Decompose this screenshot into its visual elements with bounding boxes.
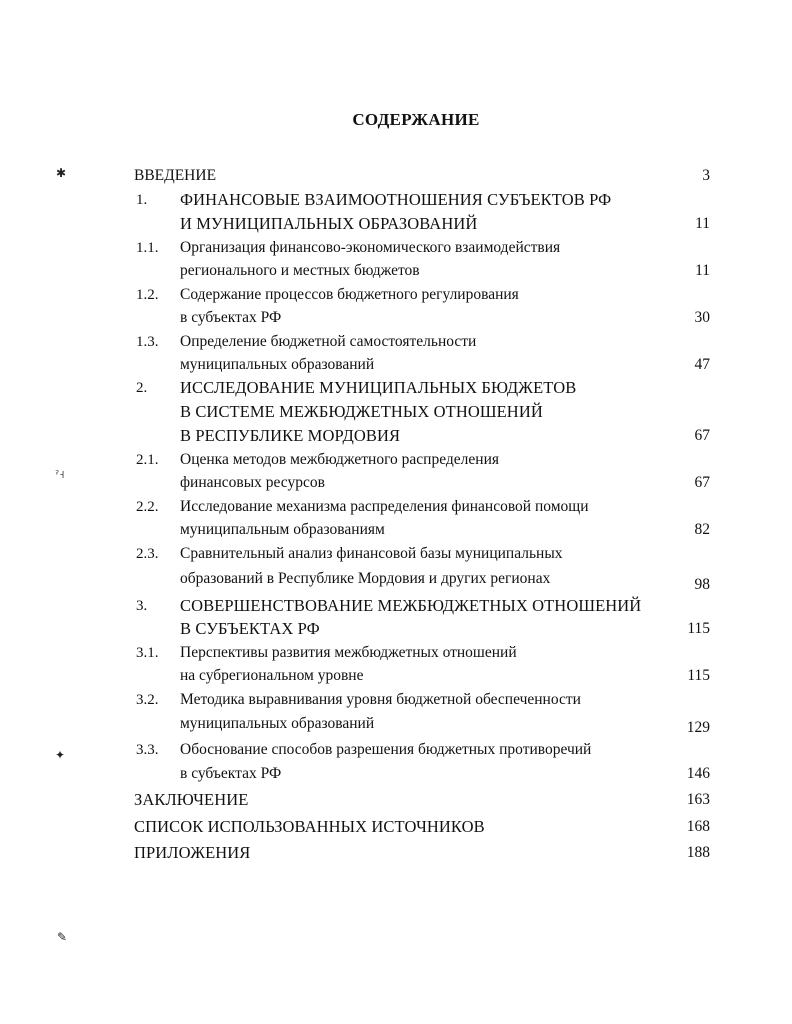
toc-entry-page: 115 xyxy=(687,667,710,684)
toc-entry xyxy=(0,688,792,712)
toc-entry xyxy=(0,712,792,736)
toc-entry-title: муниципальных образований xyxy=(180,356,375,373)
toc-entry-number: 2. xyxy=(136,380,148,396)
toc-entry-page: 11 xyxy=(695,215,710,232)
toc-entry xyxy=(0,400,792,424)
toc-entry-page: 47 xyxy=(694,356,710,373)
toc-entry-title: Сравнительный анализ финансовой базы муниципальных xyxy=(180,545,563,562)
toc-entry-title: ИССЛЕДОВАНИЕ МУНИЦИПАЛЬНЫХ БЮДЖЕТОВ xyxy=(180,378,577,397)
toc-entry-title: регионального и местных бюджетов xyxy=(180,262,420,279)
scan-mark-icon: ˀ˧ xyxy=(55,468,65,481)
toc-entry-title: В СУБЪЕКТАХ РФ xyxy=(180,619,320,638)
toc-entry-title: В РЕСПУБЛИКЕ МОРДОВИЯ xyxy=(180,426,401,445)
toc-entry xyxy=(0,762,792,786)
scan-mark-icon: ✦ xyxy=(55,748,66,762)
toc-entry-page: 98 xyxy=(694,576,710,593)
toc-entry-title: ЗАКЛЮЧЕНИЕ xyxy=(134,790,249,809)
scan-mark-icon: ✱ xyxy=(56,166,67,180)
toc-entry-page: 82 xyxy=(694,521,710,538)
toc-entry-number: 1.2. xyxy=(136,287,159,303)
toc-entry-page: 188 xyxy=(686,844,710,861)
toc-entry-title: в субъектах РФ xyxy=(180,765,282,782)
toc-entry-title: Организация финансово-экономического взаимодействия xyxy=(180,239,561,256)
toc-entry-title: ВВЕДЕНИЕ xyxy=(134,167,217,184)
toc-entry-number: 2.3. xyxy=(136,546,159,562)
toc-entry xyxy=(0,471,792,495)
toc-entry-number: 2.2. xyxy=(136,499,159,515)
toc-entry xyxy=(0,259,792,283)
toc-entry-page: 115 xyxy=(687,620,710,637)
toc-entry xyxy=(0,664,792,688)
toc-entry-number: 3.2. xyxy=(136,692,159,708)
toc-entry-number: 3.3. xyxy=(136,742,159,758)
toc-entry-page: 163 xyxy=(686,791,710,808)
toc-entry xyxy=(0,448,792,472)
toc-entry-title: Методика выравнивания уровня бюджетной обеспеченности xyxy=(180,691,581,708)
toc-entry-title: финансовых ресурсов xyxy=(180,474,325,491)
toc-entry-title: ПРИЛОЖЕНИЯ xyxy=(134,843,251,862)
toc-entry xyxy=(0,788,792,812)
toc-entry-title: на субрегиональном уровне xyxy=(180,667,364,684)
toc-entry-number: 1.3. xyxy=(136,334,159,350)
toc-entry-title: Оценка методов межбюджетного распределения xyxy=(180,451,499,468)
toc-entry-page: 3 xyxy=(702,167,710,184)
toc-entry xyxy=(0,518,792,542)
toc-entry-title: Содержание процессов бюджетного регулирования xyxy=(180,286,519,303)
toc-entry-title: СОВЕРШЕНСТВОВАНИЕ МЕЖБЮДЖЕТНЫХ ОТНОШЕНИЙ xyxy=(180,596,642,615)
toc-entry-number: 1.1. xyxy=(136,240,159,256)
scan-mark-icon: ✎ xyxy=(57,930,68,944)
toc-entry xyxy=(0,424,792,448)
toc-entry xyxy=(0,495,792,519)
toc-entry xyxy=(0,567,792,591)
toc-entry-page: 67 xyxy=(694,427,710,444)
toc-entry-page: 129 xyxy=(686,719,710,736)
toc-entry-page: 11 xyxy=(695,262,710,279)
toc-entry xyxy=(0,841,792,865)
toc-entry-number: 3. xyxy=(136,598,148,614)
toc-entry-title: И МУНИЦИПАЛЬНЫХ ОБРАЗОВАНИЙ xyxy=(180,214,478,233)
toc-entry-title: В СИСТЕМЕ МЕЖБЮДЖЕТНЫХ ОТНОШЕНИЙ xyxy=(180,402,543,421)
toc-entry xyxy=(0,594,792,618)
toc-entry xyxy=(0,236,792,260)
toc-entry xyxy=(0,376,792,400)
toc-entry-page: 146 xyxy=(686,765,710,782)
toc-entry-title: Обоснование способов разрешения бюджетных противоречий xyxy=(180,741,592,758)
toc-entry-title: образований в Республике Мордовия и других регионах xyxy=(180,570,551,587)
toc-entry-title: СПИСОК ИСПОЛЬЗОВАННЫХ ИСТОЧНИКОВ xyxy=(134,817,485,836)
toc-entry-page: 30 xyxy=(694,309,710,326)
toc-entry xyxy=(0,815,792,839)
toc-entry xyxy=(0,188,792,212)
toc-entry-number: 1. xyxy=(136,192,148,208)
toc-entry-page: 168 xyxy=(686,818,710,835)
toc-entry xyxy=(0,641,792,665)
toc-entry-title: Перспективы развития межбюджетных отношений xyxy=(180,644,517,661)
toc-entry-number: 2.1. xyxy=(136,452,159,468)
toc-entry xyxy=(0,306,792,330)
toc-entry xyxy=(0,283,792,307)
toc-entry-title: Определение бюджетной самостоятельности xyxy=(180,333,477,350)
toc-entry xyxy=(0,542,792,566)
toc-entry-page: 67 xyxy=(694,474,710,491)
toc-entry xyxy=(0,330,792,354)
toc-entry xyxy=(0,353,792,377)
toc-entry-number: 3.1. xyxy=(136,645,159,661)
toc-entry xyxy=(0,617,792,641)
toc-entry xyxy=(0,738,792,762)
toc-entry xyxy=(0,164,792,188)
toc-entry-title: в субъектах РФ xyxy=(180,309,282,326)
toc-entry-title: муниципальных образований xyxy=(180,715,375,732)
page-title: СОДЕРЖАНИЕ xyxy=(352,110,480,129)
toc-entry xyxy=(0,212,792,236)
toc-entry-title: ФИНАНСОВЫЕ ВЗАИМООТНОШЕНИЯ СУБЪЕКТОВ РФ xyxy=(180,190,612,209)
toc-entry-title: муниципальным образованиям xyxy=(180,521,385,538)
toc-entry-title: Исследование механизма распределения финансовой помощи xyxy=(180,498,589,515)
